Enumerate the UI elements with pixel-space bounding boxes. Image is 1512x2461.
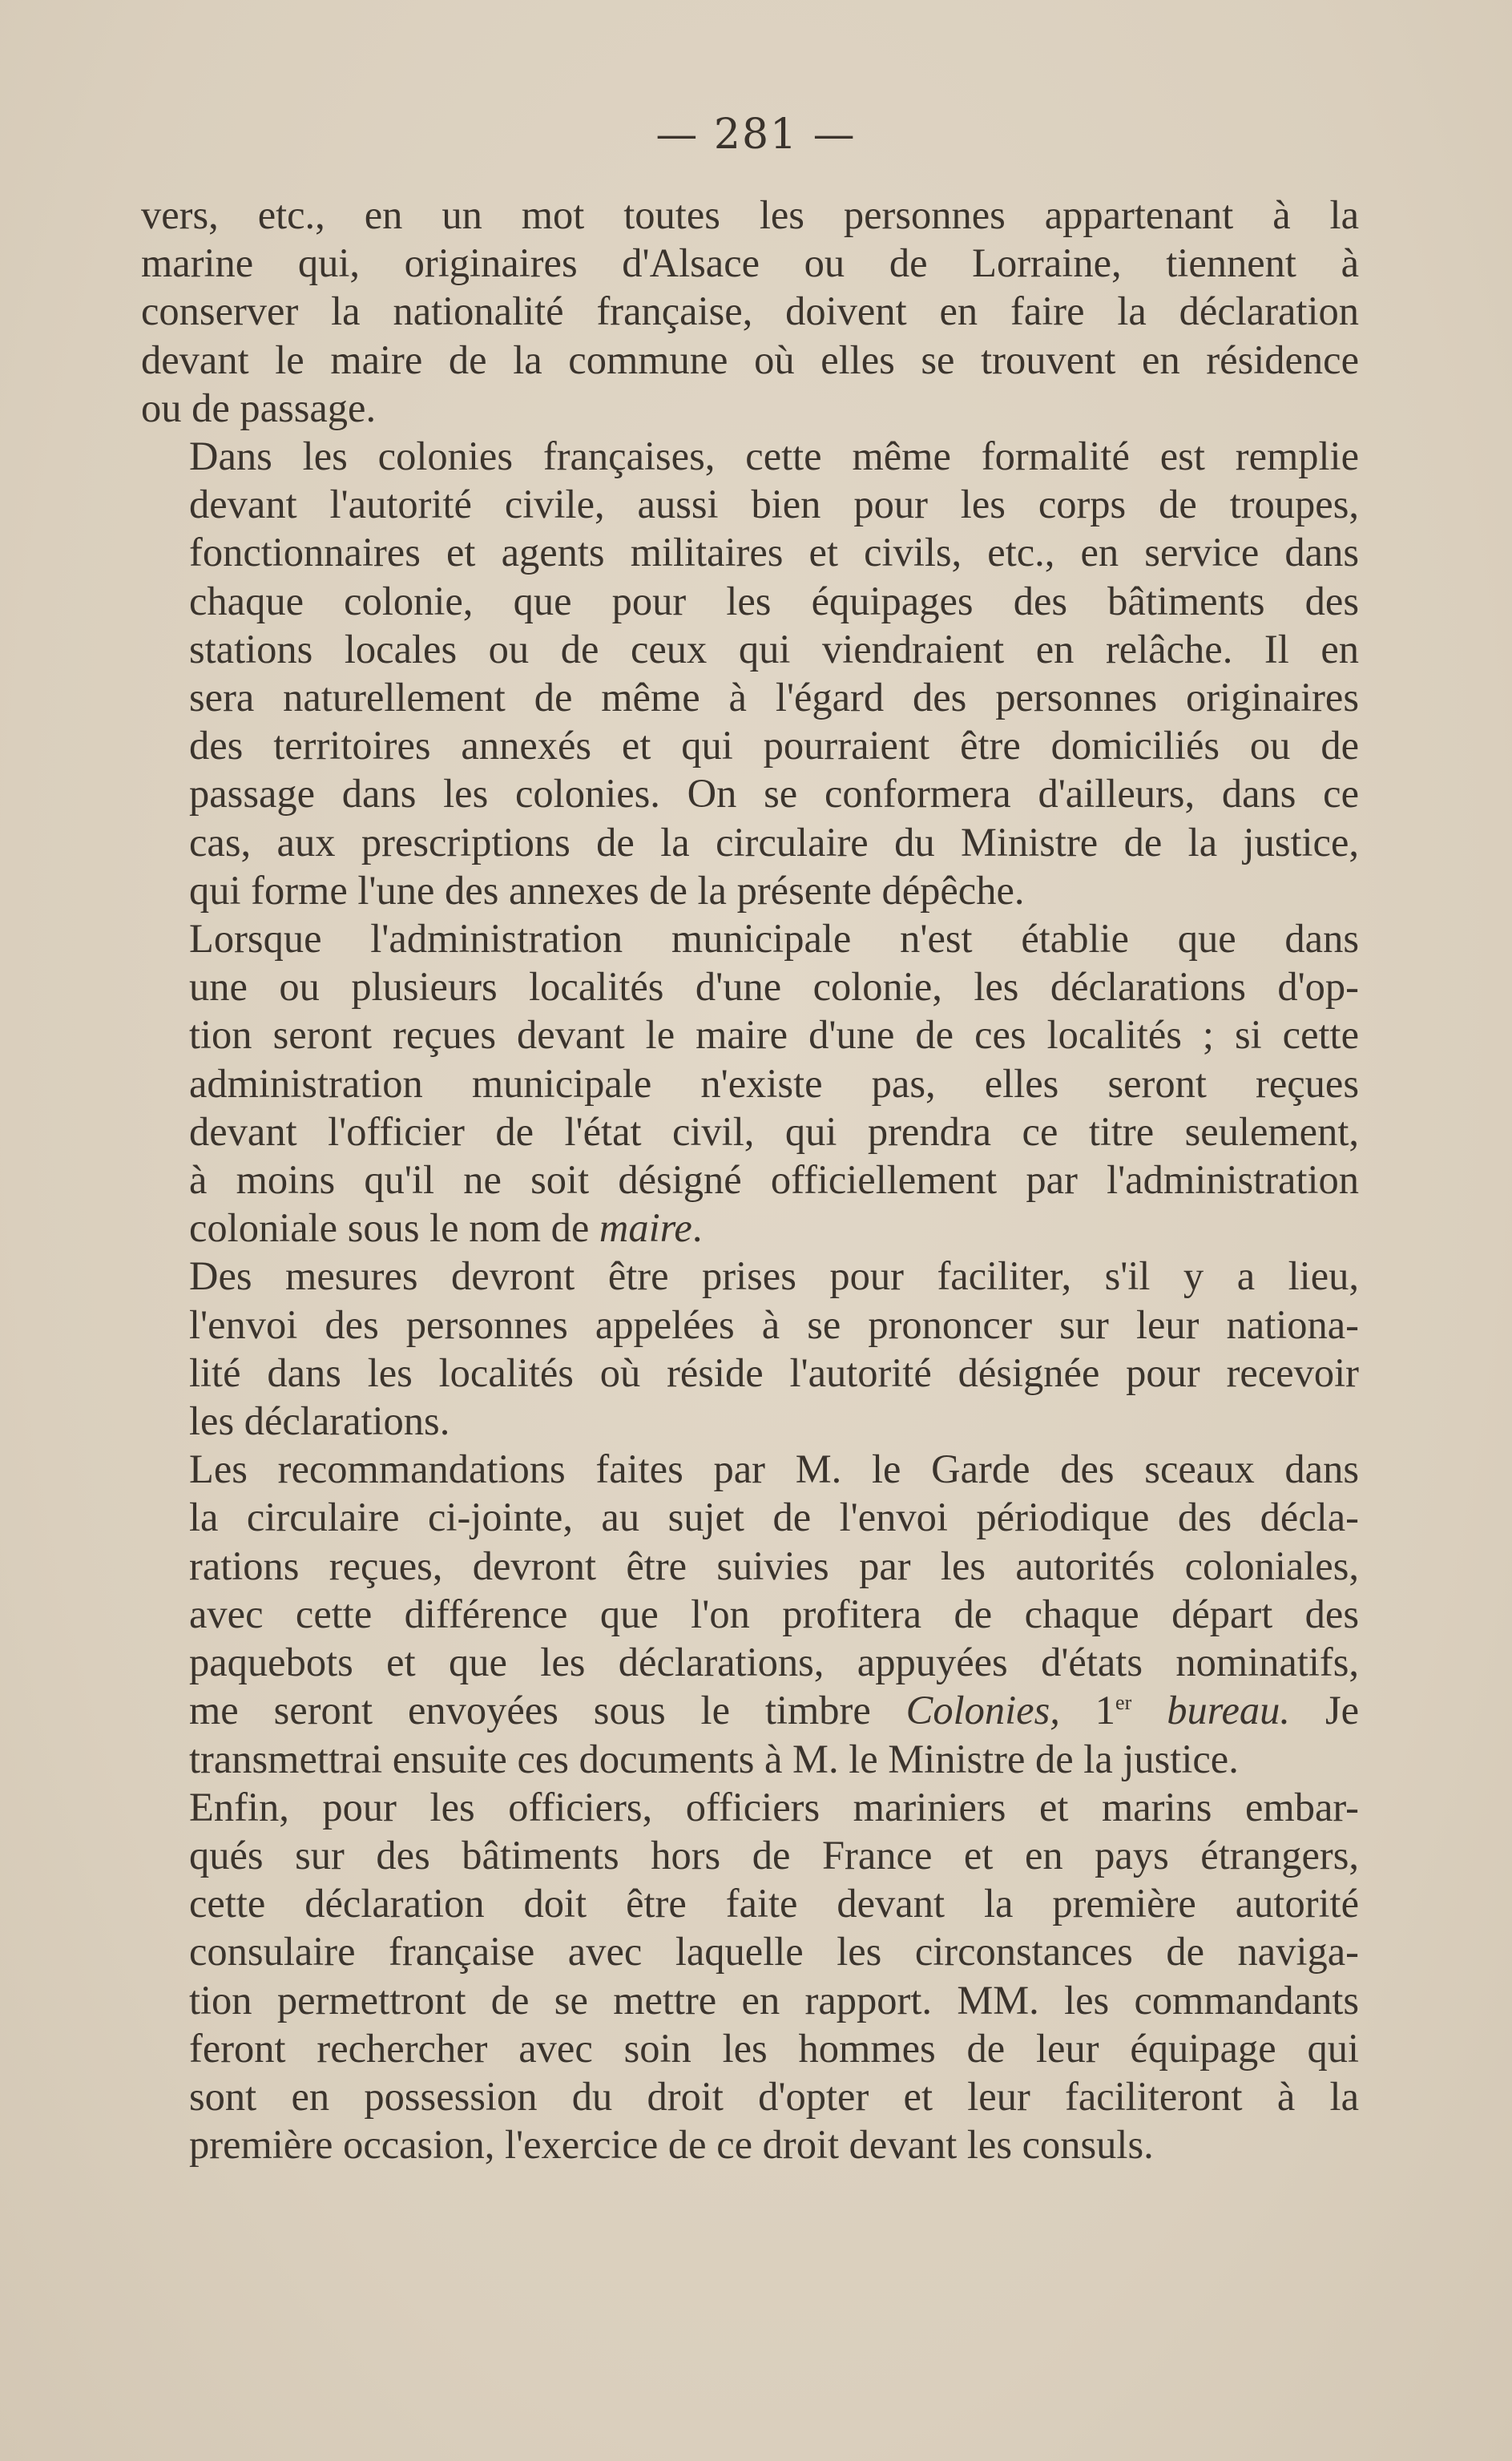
- text-line: conserver la nationalité française, doivent en faire la déclaration: [141, 288, 1359, 334]
- text-line: rations reçues, devront être suivies par les autorités coloniales,: [189, 1543, 1359, 1588]
- text-line: devant l'autorité civile, aussi bien pour les corps de troupes,: [189, 482, 1359, 527]
- italic-term: maire: [599, 1205, 692, 1251]
- paragraph-4: [141, 1252, 1359, 1445]
- text-line: feront rechercher avec soin les hommes de leur équipage qui: [189, 2025, 1359, 2071]
- text-line: chaque colonie, que pour les équipages des bâtiments des: [189, 578, 1359, 623]
- text-line: Des mesures devront être prises pour faciliter, s'il y a lieu,: [189, 1253, 1359, 1299]
- text-line: Les recommandations faites par M. le Garde des sceaux dans: [189, 1446, 1359, 1492]
- text-line: vers, etc., en un mot toutes les personnes appartenant à la: [141, 192, 1359, 237]
- text-line: marine qui, originaires d'Alsace ou de Lorraine, tiennent à: [141, 240, 1359, 286]
- text-segment: me seront envoyées sous le timbre: [189, 1688, 871, 1733]
- text-line: première occasion, l'exercice de ce droit devant les consuls.: [189, 2122, 1154, 2168]
- paragraph-6: [141, 1783, 1359, 2169]
- text-line: Lorsque l'administration municipale n'est établie que dans: [189, 916, 1359, 962]
- text-line: fonctionnaires et agents militaires et civils, etc., en service dans: [189, 530, 1359, 575]
- text-line: avec cette différence que l'on profitera de chaque départ des: [189, 1591, 1359, 1636]
- text-line: devant le maire de la commune où elles se trouvent en résidence: [141, 337, 1359, 382]
- text-line: devant l'officier de l'état civil, qui prendra ce titre seulement,: [189, 1108, 1359, 1154]
- text-line: administration municipale n'existe pas, elles seront reçues: [189, 1060, 1359, 1106]
- italic-term: bureau.: [1167, 1688, 1291, 1733]
- text-line: la circulaire ci-jointe, au sujet de l'envoi périodique des décla-: [189, 1495, 1359, 1540]
- text-line: sont en possession du droit d'opter et leur faciliteront à la: [189, 2073, 1359, 2119]
- ordinal-suffix: er: [1115, 1691, 1132, 1715]
- text-line: [141, 1686, 1359, 1734]
- text-segment: .: [691, 1205, 703, 1251]
- text-segment: coloniale sous le nom de: [189, 1205, 590, 1251]
- paragraph-1: [141, 191, 1359, 432]
- text-line: cette déclaration doit être faite devant la première autorité: [189, 1881, 1359, 1926]
- text-line: tion permettront de se mettre en rapport. MM. les commandants: [189, 1977, 1359, 2023]
- text-line: Enfin, pour les officiers, officiers mariniers et marins embar-: [189, 1784, 1359, 1830]
- paragraph-3: [141, 914, 1359, 1252]
- text-line: stations locales ou de ceux qui viendraient en relâche. Il en: [189, 626, 1359, 672]
- text-line: une ou plusieurs localités d'une colonie, les déclarations d'op-: [189, 964, 1359, 1010]
- page-number: — 281 —: [655, 111, 857, 159]
- italic-term: Colonies,: [905, 1688, 1060, 1733]
- text-line: les déclarations.: [189, 1398, 450, 1444]
- text-line: qui forme l'une des annexes de la présente dépêche.: [189, 867, 1025, 913]
- text-line: qués sur des bâtiments hors de France et en pays étrangers,: [189, 1832, 1359, 1878]
- text-line: sera naturellement de même à l'égard des personnes originaires: [189, 675, 1359, 720]
- text-line: [141, 1204, 1359, 1252]
- text-line: cas, aux prescriptions de la circulaire du Ministre de la justice,: [189, 819, 1359, 865]
- paragraph-2: [141, 432, 1359, 914]
- ordinal: 1: [1095, 1688, 1116, 1733]
- text-line: lité dans les localités où réside l'autorité désignée pour recevoir: [189, 1350, 1359, 1395]
- text-line: Dans les colonies françaises, cette même formalité est remplie: [189, 434, 1359, 479]
- text-line: l'envoi des personnes appelées à se prononcer sur leur nationa-: [189, 1301, 1359, 1347]
- text-segment: Je: [1325, 1688, 1360, 1733]
- text-line: passage dans les colonies. On se conformera d'ailleurs, dans ce: [189, 771, 1359, 817]
- text-line: ou de passage.: [141, 385, 377, 430]
- text-line: des territoires annexés et qui pourraient être domiciliés ou de: [189, 723, 1359, 769]
- text-line: consulaire française avec laquelle les circonstances de naviga-: [189, 1929, 1359, 1975]
- text-line: transmettrai ensuite ces documents à M. le Ministre de la justice.: [189, 1736, 1239, 1781]
- text-line: à moins qu'il ne soit désigné officiellement par l'administration: [189, 1157, 1359, 1203]
- text-line: tion seront reçues devant le maire d'une de ces localités ; si cette: [189, 1012, 1359, 1058]
- body-text: [141, 191, 1359, 2169]
- paragraph-5: [141, 1445, 1359, 1782]
- text-line: paquebots et que les déclarations, appuyées d'états nominatifs,: [189, 1640, 1359, 1685]
